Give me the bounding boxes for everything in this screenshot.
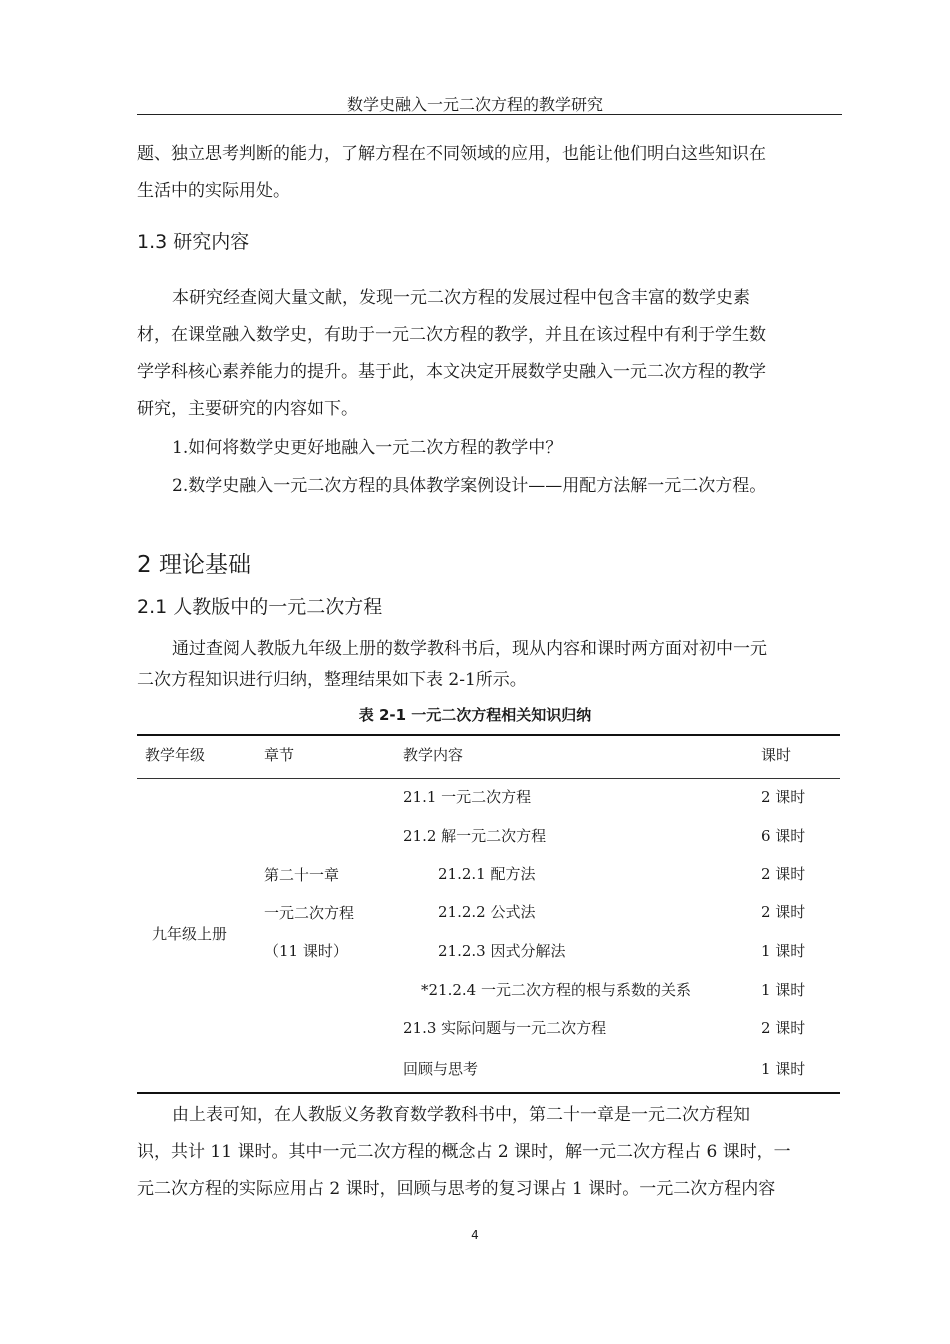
paragraph-line: 元二次方程的实际应用占 2 课时，回顾与思考的复习课占 1 课时。一元二次方程内容 [137,1179,776,1199]
table-row-content: 21.2.1 配方法 [438,865,536,883]
table-row-content: 21.2 解一元二次方程 [403,827,547,845]
table-row-content: 21.2.2 公式法 [438,903,536,921]
table-cell-chapter: 第二十一章 [264,866,340,884]
table-header-hours: 课时 [761,746,792,764]
section-heading-1-3: 1.3 研究内容 [137,231,250,253]
paragraph-line: 材，在课堂融入数学史，有助于一元二次方程的教学，并且在该过程中有利于学生数 [137,325,766,345]
paragraph-line: 研究，主要研究的内容如下。 [137,399,358,419]
table-row-content: 回顾与思考 [403,1060,479,1078]
table-header-chapter: 章节 [264,746,295,764]
paragraph-line: 由上表可知，在人教版义务教育数学教科书中，第二十一章是一元二次方程知 [172,1105,750,1125]
table-cell-chapter: 一元二次方程 [264,904,355,922]
intro-line: 生活中的实际用处。 [137,181,290,201]
paragraph-line: 学学科核心素养能力的提升。基于此，本文决定开展数学史融入一元二次方程的教学 [137,362,766,382]
page-number: 4 [471,1228,479,1242]
table-row-hours: 1 课时 [761,981,806,999]
table-row-hours: 2 课时 [761,865,806,883]
paragraph-line: 识，共计 11 课时。其中一元二次方程的概念占 2 课时，解一元二次方程占 6 课时，一 [137,1142,791,1162]
table-bottom-rule [137,1092,840,1094]
table-row-hours: 1 课时 [761,1060,806,1078]
table-caption: 表 2-1 一元二次方程相关知识归纳 [358,706,592,724]
table-row-content: *21.2.4 一元二次方程的根与系数的关系 [421,981,691,999]
table-row-content: 21.3 实际问题与一元二次方程 [403,1019,607,1037]
intro-line: 题、独立思考判断的能力，了解方程在不同领域的应用，也能让他们明白这些知识在 [137,144,766,164]
paragraph-line: 通过查阅人教版九年级上册的数学教科书后，现从内容和课时两方面对初中一元 [172,639,767,659]
table-row-hours: 6 课时 [761,827,806,845]
running-header: 数学史融入一元二次方程的教学研究 [346,95,603,114]
header-rule [137,114,842,115]
paragraph-line: 本研究经查阅大量文献，发现一元二次方程的发展过程中包含丰富的数学史素 [172,288,750,308]
section-heading-2-1: 2.1 人教版中的一元二次方程 [137,596,383,618]
research-item: 1.如何将数学史更好地融入一元二次方程的教学中？ [172,438,563,458]
table-row-content: 21.1 一元二次方程 [403,788,532,806]
table-row-hours: 1 课时 [761,942,806,960]
table-row-hours: 2 课时 [761,903,806,921]
table-header-grade: 教学年级 [145,746,206,764]
paragraph-line: 二次方程知识进行归纳，整理结果如下表 2-1所示。 [137,670,527,690]
chapter-heading: 2 理论基础 [137,552,251,578]
table-row-hours: 2 课时 [761,1019,806,1037]
table-header-content: 教学内容 [403,746,464,764]
table-top-rule [137,734,840,736]
table-row-hours: 2 课时 [761,788,806,806]
table-cell-grade: 九年级上册 [152,925,228,943]
research-item: 2.数学史融入一元二次方程的具体教学案例设计——用配方法解一元二次方程。 [172,476,767,496]
table-row-content: 21.2.3 因式分解法 [438,942,566,960]
table-header-rule [137,778,840,779]
table-cell-chapter: （11 课时） [264,942,348,960]
